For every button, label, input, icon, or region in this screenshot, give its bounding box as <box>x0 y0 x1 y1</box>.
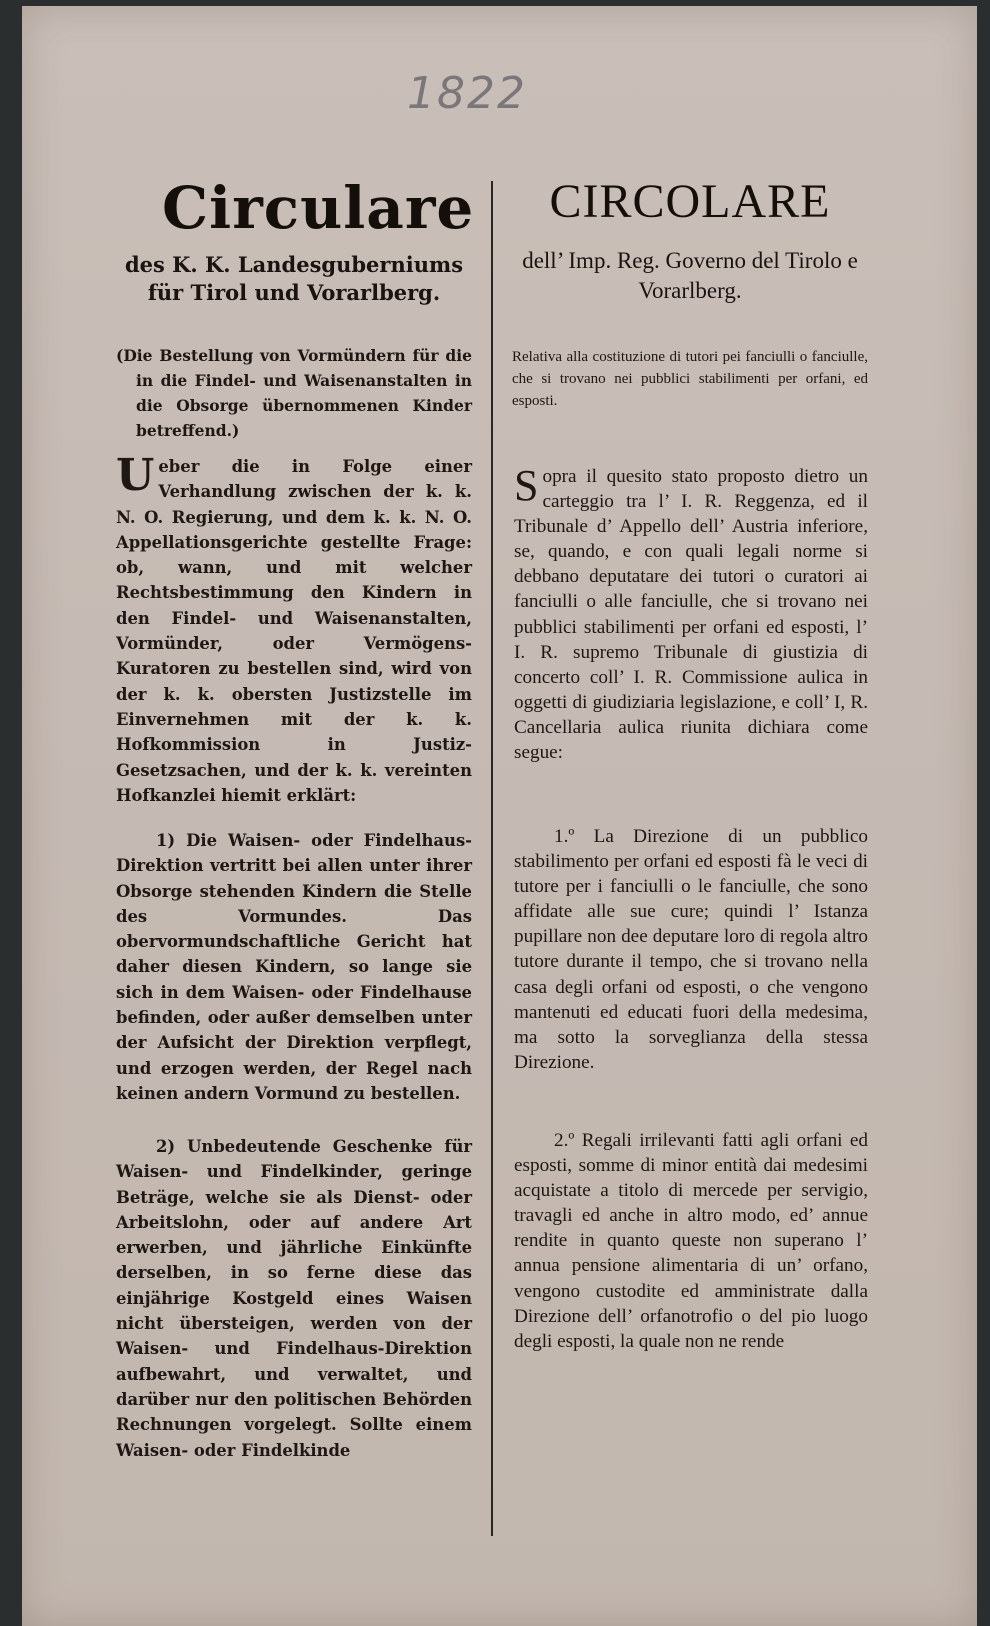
german-intro-paragraph <box>116 450 472 808</box>
german-point-2: 2) Unbedeutende Geschenke für Waisen- und Findelkinder, geringe Beträge, welche sie als Dienst- oder Arbeitslohn, oder auf andere Art erwerben, und jährliche Einkünfte derselben, in so ferne diese das einjährige Kostgeld eines Waisen nicht übersteigen, werden von der Waisen- und Findelhaus-Direktion aufbewahrt, und verwaltet, und darüber nur den politischen Behörden Rechnungen vorgelegt. Sollte einem Waisen- oder Findelkinde <box>116 1137 472 1460</box>
italian-drop-cap: S <box>514 461 539 510</box>
italian-intro-text: opra il quesito stato proposto dietro un carteggio tra l’ I. R. Reggenza, ed il Tribunale d’ Appello dell’ Austria inferiore, se, quando, e con quali legali norme si debbano deputatare dei tutori o curatori ai fanciulli o alle fanciulle, che si trovano nei pubblici stabilimenti per orfani ed esposti, l’ I. R. supremo Tribunale di giustizia di concerto coll’ I. R. Commissione aulica in oggetti di giudiziaria legislazione, e coll’ I, R. Cancellaria aulica riunita dichiara come segue: <box>514 466 868 764</box>
german-point-1: 1) Die Waisen- oder Findelhaus-Direktion vertritt bei allen unter ihrer Obsorge stehenden Kindern die Stelle des Vormundes. Das obervormundschaftliche Gericht hat daher diesen Kindern, so lange sie sich in dem Waisen- oder Findelhause befinden, oder außer demselben unter der Aufsicht der Direktion verpflegt, und erzogen werden, der Regel nach keinen andern Vormund zu bestellen. <box>116 831 472 1103</box>
german-drop-cap: U <box>116 450 155 501</box>
italian-intro-paragraph <box>514 461 868 765</box>
year-annotation: 1822 <box>407 68 527 119</box>
italian-title: CIRCOLARE <box>549 175 831 228</box>
german-subtitle: des K. K. Landesguberniums für Tirol und Vorarlberg. <box>124 252 464 305</box>
german-intro-text: eber die in Folge einer Verhandlung zwischen der k. k. N. O. Regierung, und dem k. k. N. O. Appellationsgerichte gestellte Frage: ob, wann, und mit welcher Rechtsbestimmung den Kindern in den Findel- und Waisenanstalten, Vormünder, oder Vermögens-Kuratoren zu bestellen sind, wird von der k. k. obersten Justizstelle im Einvernehmen mit der k. k. Hofkommission in Justiz-Gesetzsachen, und der k. k. vereinten Hofkanzlei hiemit erklärt: <box>116 457 472 805</box>
italian-subject-note: Relativa alla costituzione di tutori pei fanciulli o fanciulle, che si trovano nei pubblici stabilimenti per orfani, ed esposti. <box>512 349 868 409</box>
german-subject-note: (Die Bestellung von Vormündern für die in die Findel- und Waisenanstalten in die Obsorge übernommenen Kinder betreffend.) <box>116 346 472 440</box>
german-title: Circulare <box>162 174 475 242</box>
italian-point-2: 2.º Regali irrilevanti fatti agli orfani ed esposti, somme di minor entità dai medesimi acquistate a titolo di mercede per servigio, travagli ed anche in altro modo, ed’ annue rendite in quanto queste non superano l’ annua pensione alimentaria di un’ orfano, vengono custodite ed amministrate dalla Direzione dell’ orfanotrofio o del pio luogo degli esposti, la quale non ne rende <box>514 1130 868 1352</box>
document-page <box>22 6 977 1626</box>
italian-subtitle: dell’ Imp. Reg. Governo del Tirolo e Vorarlberg. <box>522 248 858 303</box>
italian-point-1: 1.º La Direzione di un pubblico stabilimento per orfani ed esposti fà le veci di tutore per i fanciulli o le fanciulle, che sono affidate alle sue cure; quindi l’ Istanza pupillare non dee deputare loro di regola altro tutore durante il tempo, che si trovano nella casa degli orfani od esposti, o che vengono mantenuti ed educati fuori della medesima, ma sotto la sorveglianza della stessa Direzione. <box>514 826 868 1073</box>
column-divider <box>491 181 493 1536</box>
